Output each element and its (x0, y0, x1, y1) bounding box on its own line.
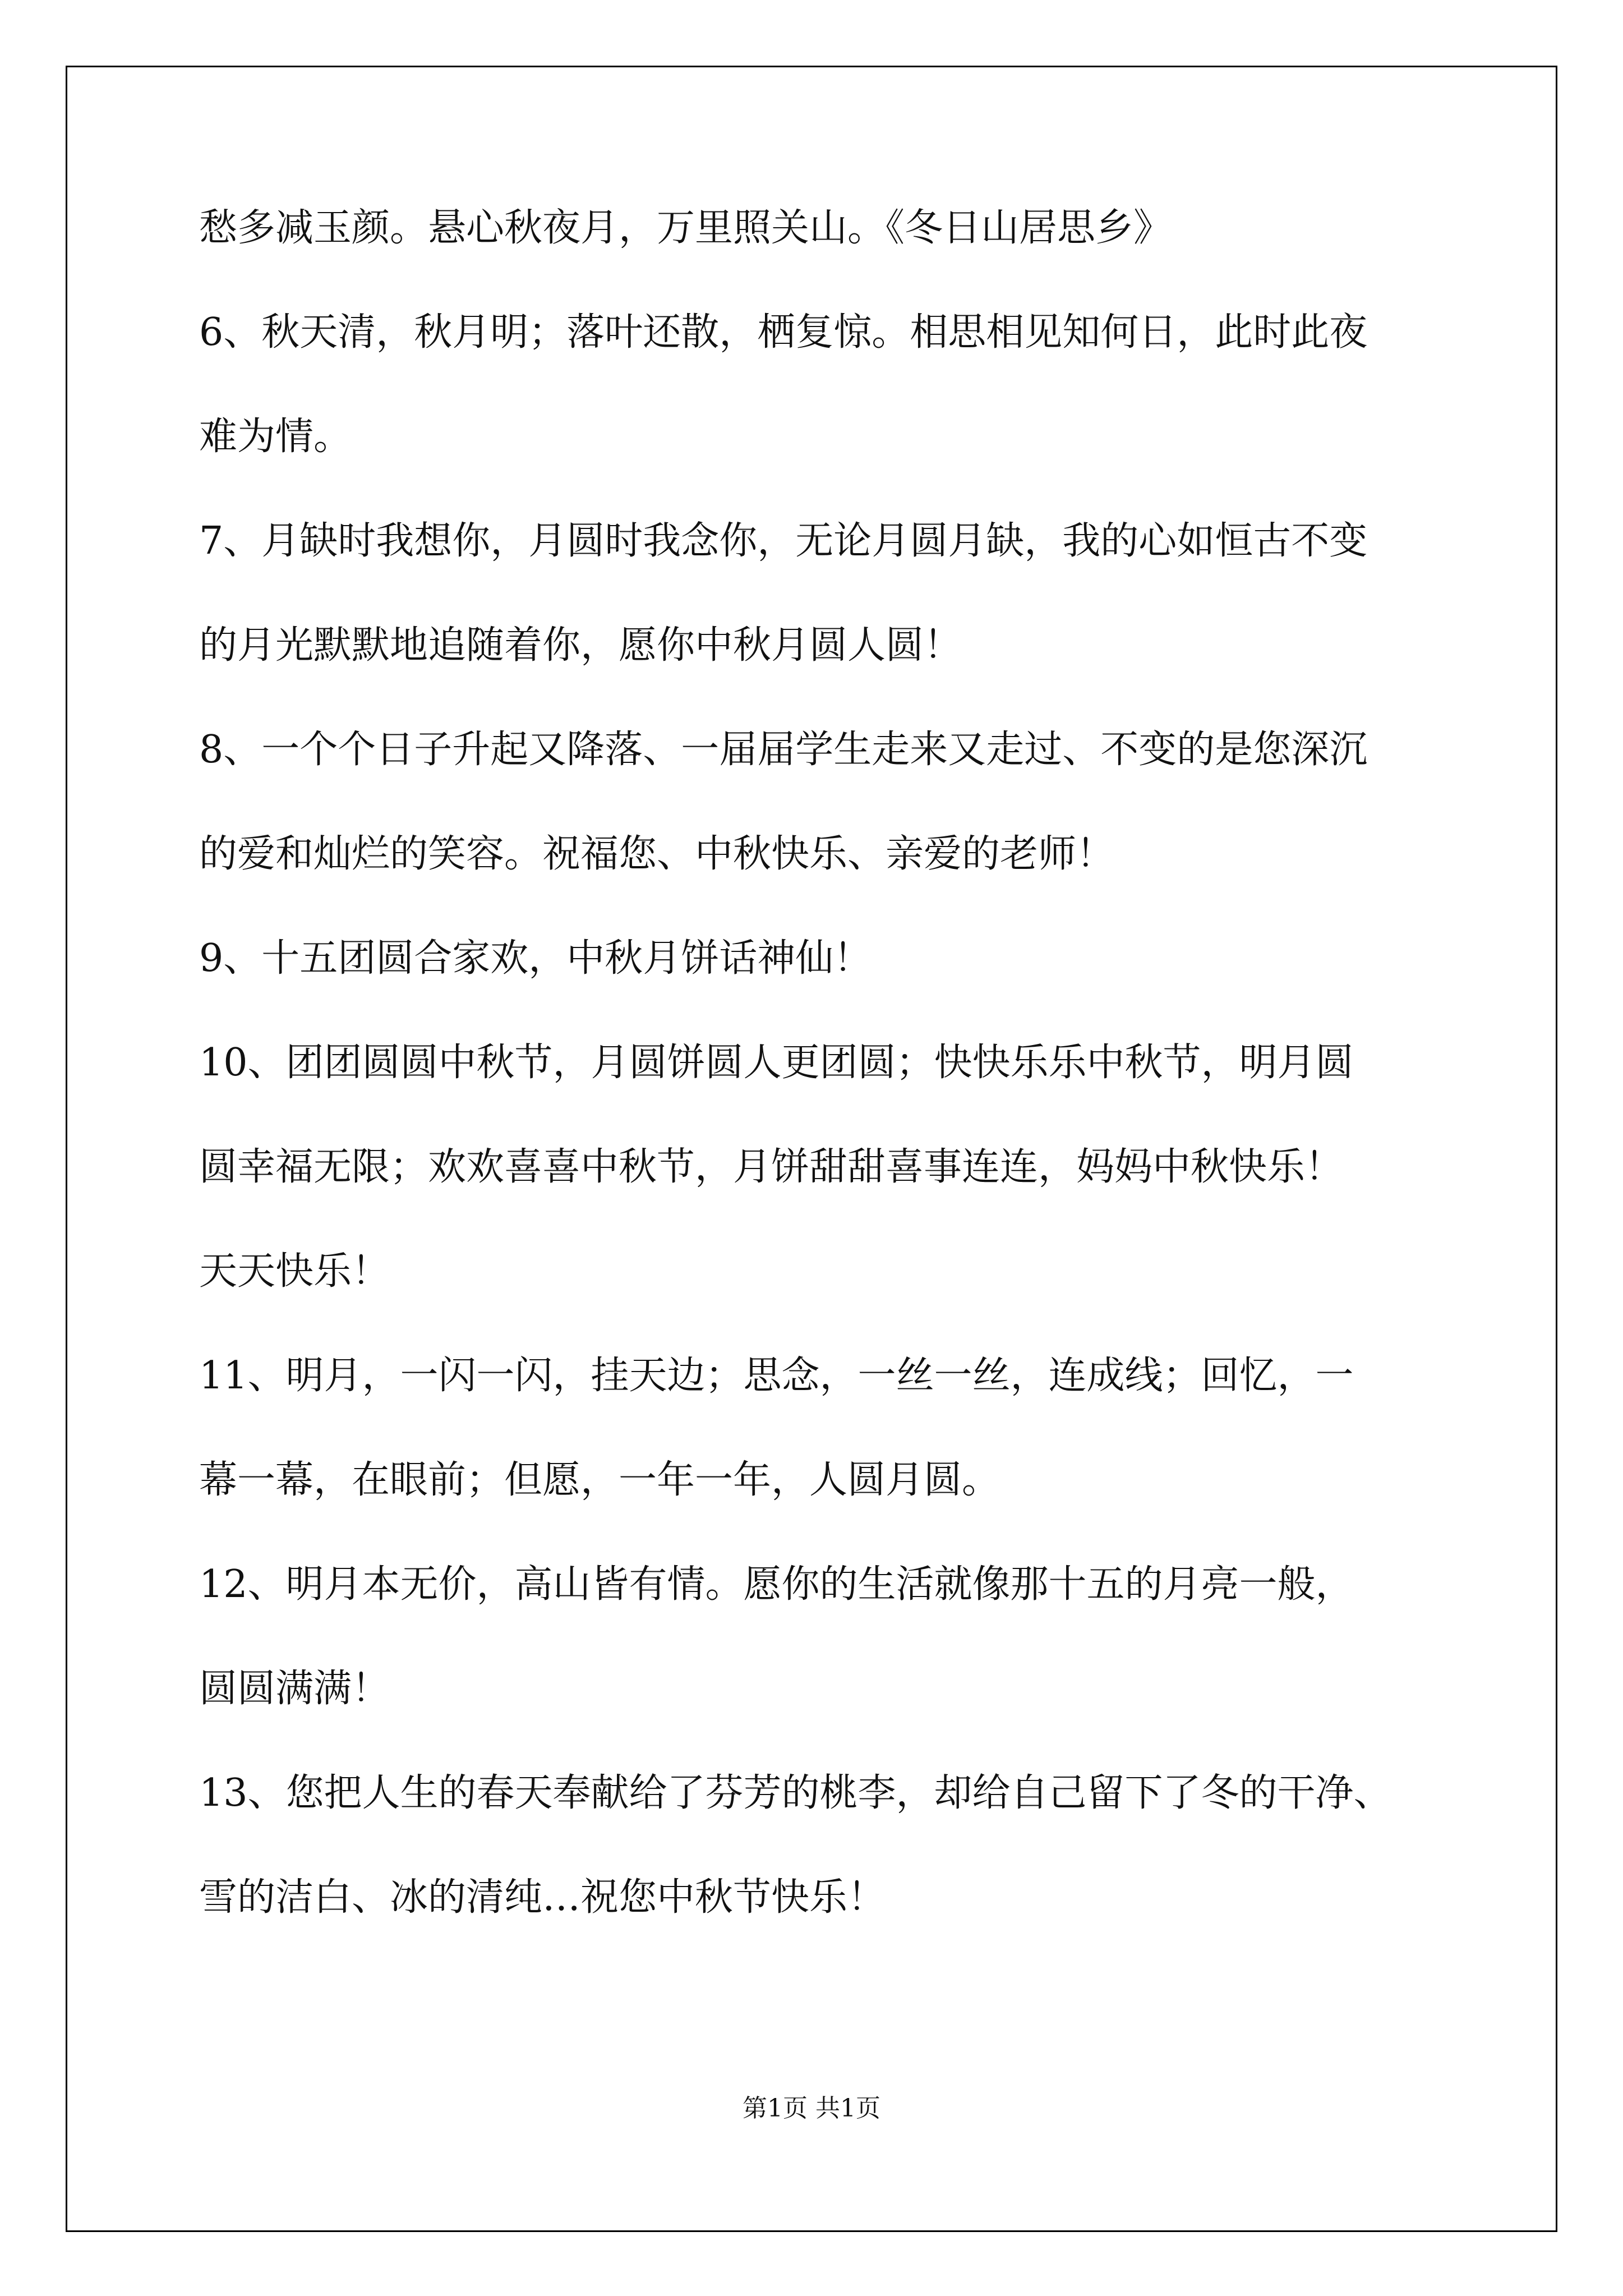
text-line: 9、十五团圆合家欢，中秋月饼话神仙！ (199, 936, 872, 981)
text-line: 8、一个个日子升起又降落、一届届学生走来又走过、不变的是您深沉 (199, 728, 1368, 772)
text-line: 圆圆满满！ (199, 1667, 390, 1711)
text-line: 12、明月本无价，高山皆有情。愿你的生活就像那十五的月亮一般， (199, 1562, 1354, 1607)
text-line: 圆幸福无限；欢欢喜喜中秋节，月饼甜甜喜事连连，妈妈中秋快乐！ (199, 1145, 1344, 1189)
text-line: 雪的洁白、冰的清纯…祝您中秋节快乐！ (199, 1875, 886, 1920)
page-footer: 第1页 共1页 (743, 2094, 880, 2123)
text-line: 13、您把人生的春天奉献给了芬芳的桃李，却给自己留下了冬的干净、 (199, 1771, 1392, 1815)
text-line: 的月光默默地追随着你，愿你中秋月圆人圆！ (199, 623, 962, 668)
text-line: 7、月缺时我想你，月圆时我念你，无论月圆月缺，我的心如恒古不变 (199, 519, 1368, 563)
text-line: 11、明月，一闪一闪，挂天边；思念，一丝一丝，连成线；回忆，一 (199, 1354, 1354, 1398)
text-line: 幕一幕，在眼前；但愿，一年一年，人圆月圆。 (199, 1458, 1000, 1502)
text-line: 10、团团圆圆中秋节，月圆饼圆人更团圆；快快乐乐中秋节，明月圆 (199, 1041, 1354, 1085)
text-line: 愁多减玉颜。悬心秋夜月，万里照关山。《冬日山居思乡》 (199, 206, 1172, 250)
text-line: 天天快乐！ (199, 1249, 390, 1294)
text-line: 难为情。 (199, 415, 352, 459)
text-line: 的爱和灿烂的笑容。祝福您、中秋快乐、亲爱的老师！ (199, 832, 1115, 876)
text-line: 6、秋天清，秋月明；落叶还散，栖复惊。相思相见知何日，此时此夜 (199, 310, 1368, 355)
